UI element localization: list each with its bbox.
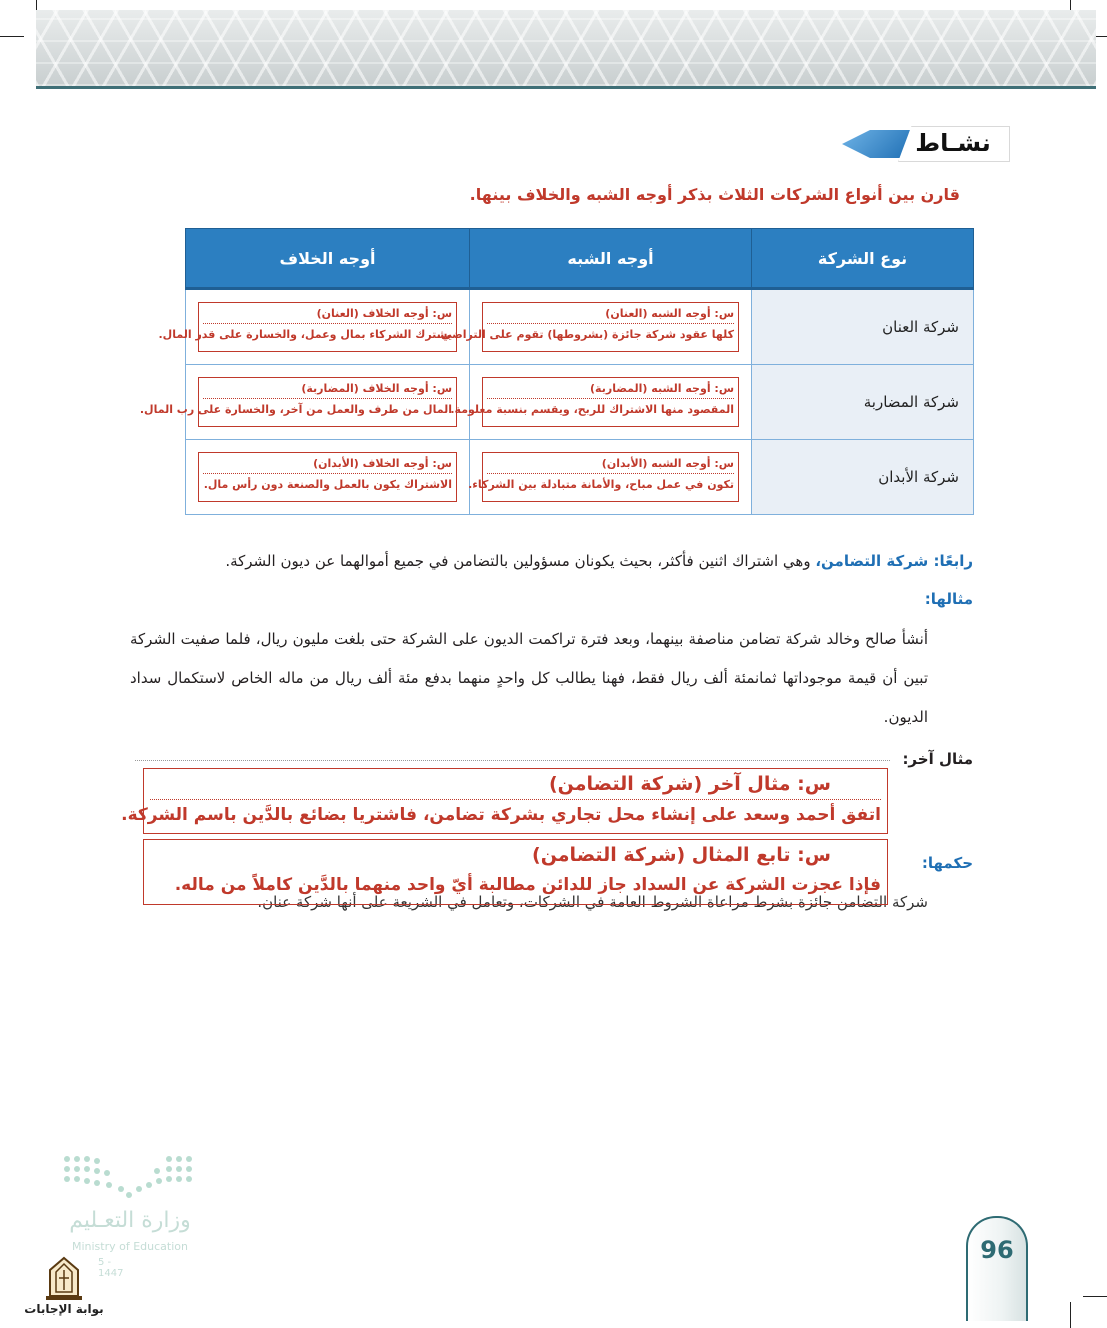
differences-cell [139, 365, 470, 440]
header-pattern-band [36, 10, 1096, 86]
crop-mark [0, 36, 24, 37]
ministry-name-arabic: وزارة التعـليم [69, 1208, 191, 1233]
answer-box [139, 377, 457, 427]
answer-text: كلها عقود شركة جائزة (بشروطها) تقوم على التراضي. [436, 328, 734, 341]
similarities-cell [450, 365, 752, 440]
answer-text: الاشتراك يكون بالعمل والصنعة دون رأس مال. [203, 478, 452, 491]
answer-box [198, 452, 457, 502]
company-type-cell: شركة المضاربة [752, 365, 974, 440]
section-fourth-paragraph [130, 548, 973, 574]
answer-question: س: تابع المثال (شركة التضامن) [532, 844, 831, 866]
answer-dotted-line [135, 760, 890, 761]
answer-question: س: مثال آخر (شركة التضامن) [548, 773, 831, 795]
table-row [186, 440, 974, 515]
answer-box [436, 302, 739, 352]
header-similarities: أوجه الشبه [470, 229, 752, 289]
table-header-row [186, 229, 974, 289]
example-paragraph: أنشأ صالح وخالد شركة تضامن مناصفة بينهما، وبعد فترة تراكمت الديون على الشركة حتى بلغت مليون ريال، فلما صفيت الشركة تبين أن قيمة موجوداتها ثمانمئة ألف ريال فقط، فهنا يطالب كل واحدٍ منهما بدفع مئة ألف ريال من ماله الخاص لاستكمال سداد الديون. [130, 630, 928, 726]
answer-text: اتفق أحمد وسعد على إنشاء محل تجاري بشركة تضامن، فاشتريا بضائع بالدَّين باسم الشركة. [150, 799, 881, 830]
answer-text: المقصود منها الاشتراك للربح، ويقسم بنسبة معلومة. [450, 403, 734, 416]
answer-box [450, 377, 739, 427]
company-type-cell: شركة الأبدان [752, 440, 974, 515]
table-row [186, 365, 974, 440]
activity-title: نشـاط [915, 129, 991, 157]
answer-question: س: أوجه الخلاف (الأبدان) [203, 455, 452, 474]
example-label: مثالها: [924, 590, 973, 608]
ruling-answer-box [143, 839, 888, 905]
answer-box [468, 452, 739, 502]
answer-text: المال من طرف والعمل من آخر، والخسارة على رب المال. [139, 403, 452, 416]
crop-mark [1070, 1302, 1071, 1328]
ministry-name-english: Ministry of Education [71, 1240, 188, 1253]
header-company-type: نوع الشركة [752, 229, 974, 289]
header-divider [36, 86, 1096, 89]
answer-text: يشترك الشركاء بمال وعمل، والخسارة على قدر المال. [158, 328, 452, 341]
site-logo-icon [44, 1256, 84, 1302]
ruling-text: شركة التضامن جائزة بشرط مراعاة الشروط العامة في الشركات، وتعامل في الشريعة على أنها شركة عنان. [257, 893, 928, 911]
answer-question: س: أوجه الخلاف (المضاربة) [203, 380, 452, 399]
ruling-label: حكمها: [921, 854, 973, 872]
answer-text: تكون في عمل مباح، والأمانة متبادلة بين الشركاء. [468, 478, 734, 491]
differences-cell [158, 289, 470, 365]
answer-question: س: أوجه الشبه (العنان) [487, 305, 734, 324]
activity-tag [842, 126, 1010, 164]
similarities-cell [436, 289, 752, 365]
section-fourth-text: وهي اشتراك اثنين فأكثر، بحيث يكونان مسؤولين بالتضامن في جميع أموالهما عن ديون الشركة. [225, 552, 816, 570]
comparison-table [139, 228, 974, 515]
crop-mark [1083, 1296, 1107, 1297]
similarities-cell [470, 440, 752, 515]
ministry-logo-icon [60, 1152, 200, 1202]
answer-text: فإذا عجزت الشركة عن السداد جاز للدائن مطالبة أيّ واحد منهما بالدَّين كاملاً من ماله. [174, 875, 881, 895]
edition-year: 5 - 1447 [98, 1257, 124, 1279]
header-differences: أوجه الخلاف [186, 229, 470, 289]
site-name: بوابة الإجابات [24, 1302, 104, 1316]
another-example-answer-box [121, 768, 888, 834]
table-row [186, 289, 974, 365]
differences-cell [186, 440, 470, 515]
company-type-cell: شركة العنان [752, 289, 974, 365]
page-number: 96 [980, 1236, 1014, 1264]
answer-question: س: أوجه الشبه (الأبدان) [487, 455, 734, 474]
another-example-label: مثال آخر: [902, 750, 973, 768]
answer-question: س: أوجه الخلاف (العنان) [203, 305, 452, 324]
answer-question: س: أوجه الشبه (المضاربة) [487, 380, 734, 399]
activity-instruction: قارن بين أنواع الشركات الثلاث بذكر أوجه الشبه والخلاف بينها. [469, 185, 960, 204]
answer-box [158, 302, 457, 352]
section-fourth-label: رابعًا: شركة التضامن، [815, 552, 973, 570]
page-number-tab [966, 1216, 1028, 1321]
